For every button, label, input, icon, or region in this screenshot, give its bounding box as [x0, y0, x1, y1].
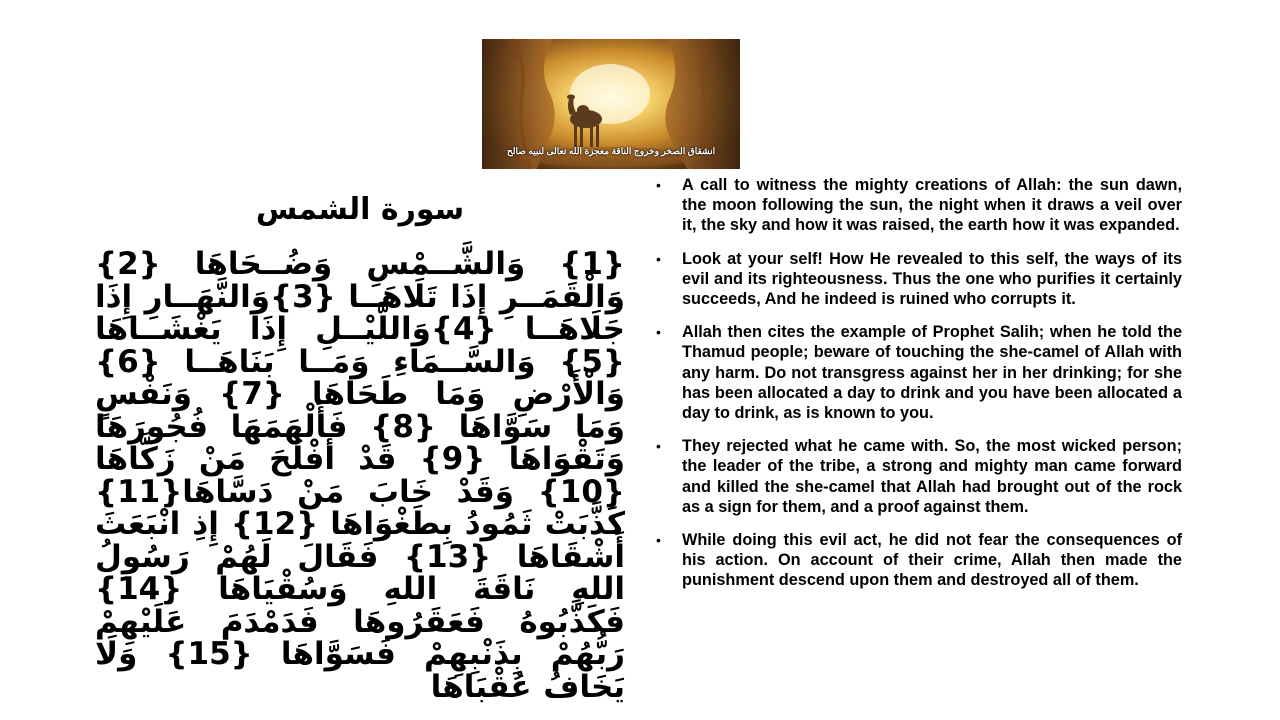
bullet-dot-icon: •	[656, 177, 661, 193]
bullet-text: A call to witness the mighty creations of Allah: the sun dawn, the moon following the sun, the night when it draws a veil over it, the sky and how it was raised, the earth how it was expanded.	[682, 176, 1182, 235]
surah-title: سورة الشمس	[255, 192, 465, 227]
bullet-item	[656, 436, 1182, 517]
surah-verses-text: {1} وَالشَّــمْسِ وَضُــحَاهَا {2} وَالْقَمَــرِ إِذَا تَلَاهَــا {3}وَالنَّهَــارِ إِذَا جَلَاهَــا {4}وَاللَّيْــلِ إِذَا يَغْشَــاهَا {5} وَالسَّــمَاءِ وَمَــا بَنَاهَــا {6} وَالْأَرْضِ وَمَا طَحَاهَا {7} وَنَفْسٍ وَمَا سَوَّاهَا {8} فَأَلْهَمَهَا فُجُورَهَا وَتَقْوَاهَا {9} قَدْ أَفْلَحَ مَنْ زَكَّاهَا {10} وَقَدْ خَابَ مَنْ دَسَّاهَا{11} كَذَّبَتْ ثَمُودُ بِطَغْوَاهَا {12} إِذِ انْبَعَثَ أَشْقَاهَا {13} فَقَالَ لَهُمْ رَسُولُ اللهِ نَاقَةَ اللهِ وَسُقْيَاهَا {14} فَكَذَّبُوهُ فَعَقَرُوهَا فَدَمْدَمَ عَلَيْهِمْ رَبُّهُمْ بِذَنْبِهِمْ فَسَوَّاهَا {15} وَلَا يَخَافُ عُقْبَاهَا	[95, 246, 626, 705]
bullet-text: Allah then cites the example of Prophet Salih; when he told the Thamud people; beware of touching the she-camel of Allah with any harm. Do not transgress against her in her drinking; for she has been allocated a day to drink and you have been allocated a day to drink, as is known to you.	[682, 323, 1182, 423]
bullet-dot-icon: •	[656, 324, 661, 341]
bullet-item	[656, 322, 1182, 423]
bullet-item	[656, 175, 1182, 236]
bullet-dot-icon: •	[656, 438, 661, 455]
she-camel-rock-image	[482, 39, 740, 169]
image-caption: انشقاق الصخر وخروج الناقة معجزة الله تعالى لنبيه صالح	[506, 146, 716, 156]
bullet-text: While doing this evil act, he did not fear the consequences of his action. On account of their crime, Allah then made the punishment descend upon them and destroyed all of them.	[682, 531, 1182, 590]
explanation-bullet-list	[656, 175, 1182, 604]
bullet-text: They rejected what he came with. So, the most wicked person; the leader of the tribe, a strong and mighty man came forward and killed the she-camel that Allah had brought out of the rock as a sign for them, and a proof against them.	[682, 437, 1182, 516]
bullet-item	[656, 249, 1182, 310]
bullet-item	[656, 530, 1182, 591]
bullet-text: Look at your self! How He revealed to this self, the ways of its evil and its righteousness. Thus the one who purifies it certainly succeeds, And he indeed is ruined who corrupts it.	[682, 249, 1182, 309]
bullet-dot-icon: •	[656, 532, 661, 549]
bullet-dot-icon: •	[656, 250, 661, 267]
